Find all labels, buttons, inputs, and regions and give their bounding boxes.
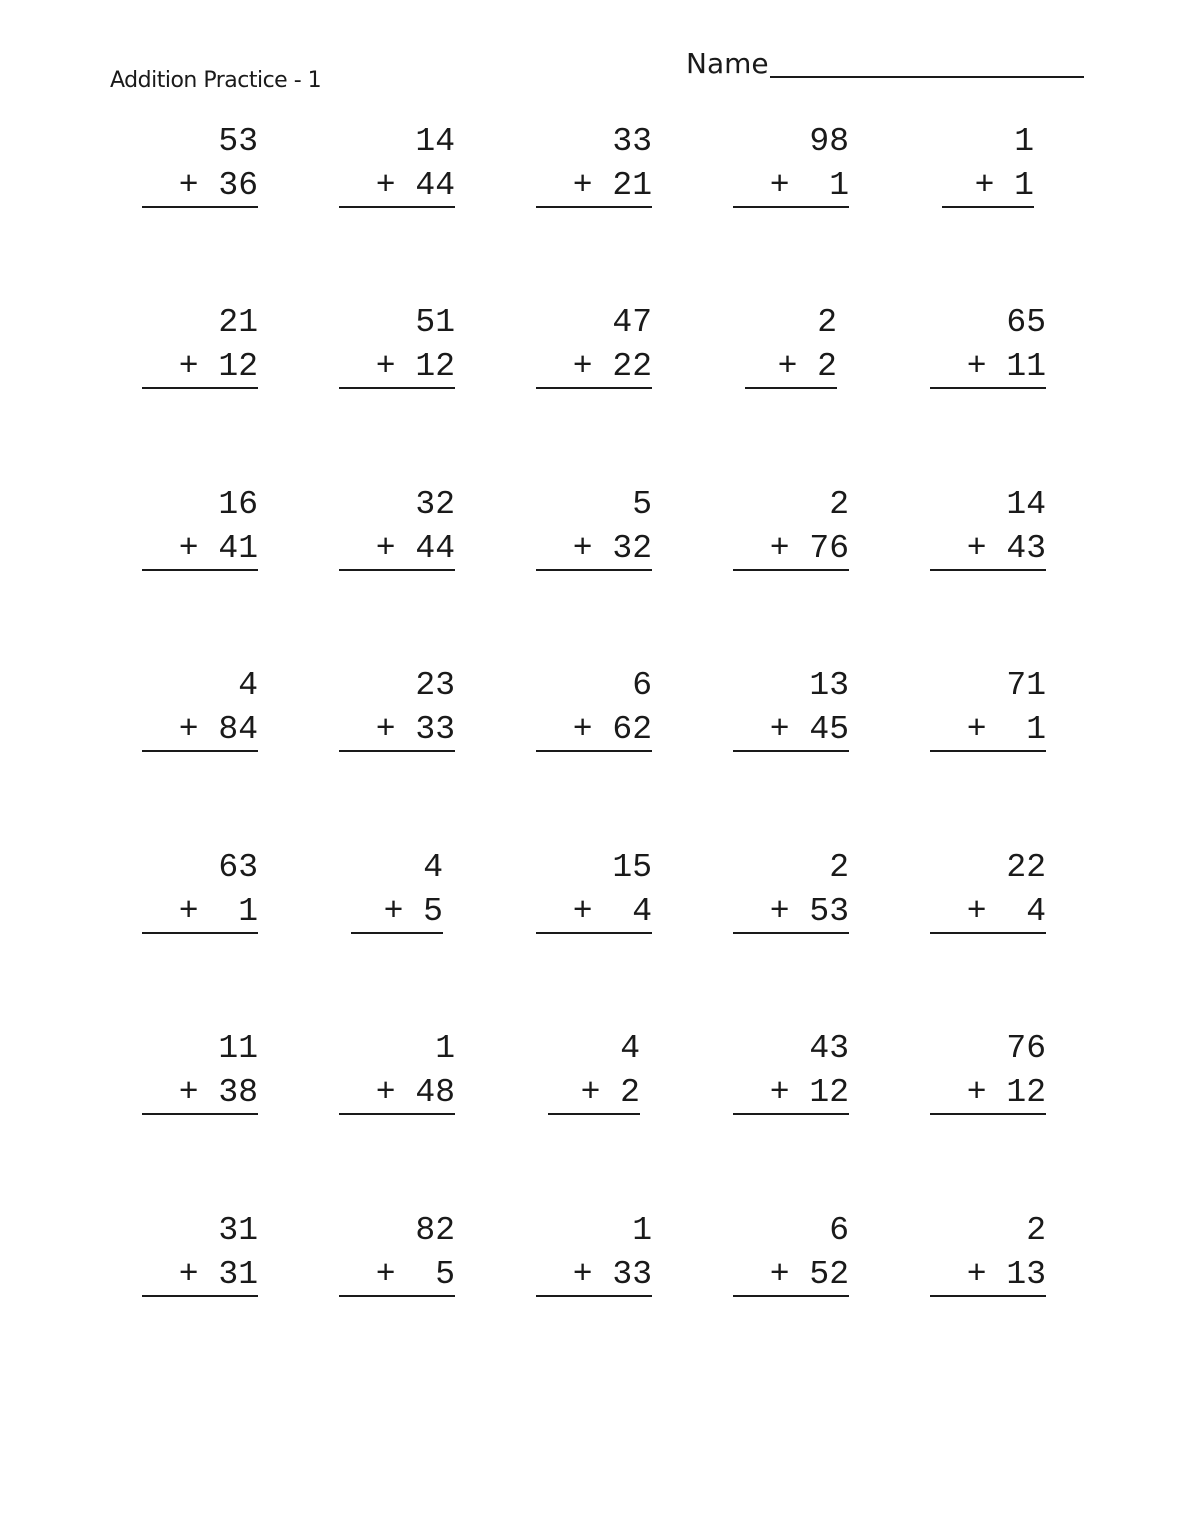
top-addend: 31 <box>218 1212 258 1249</box>
top-addend: 22 <box>1006 849 1046 886</box>
addition-problem <box>339 301 455 387</box>
top-addend: 15 <box>612 849 652 886</box>
answer-line <box>733 206 849 208</box>
top-addend: 43 <box>809 1030 849 1067</box>
bottom-addend: + 1 <box>769 167 849 204</box>
bottom-addend: + 52 <box>769 1256 849 1293</box>
bottom-addend: + 1 <box>974 167 1034 204</box>
answer-line <box>930 569 1046 571</box>
addition-problem <box>142 1027 258 1113</box>
answer-line <box>351 932 443 934</box>
bottom-addend: + 48 <box>375 1074 455 1111</box>
answer-line <box>942 206 1034 208</box>
top-addend: 16 <box>218 486 258 523</box>
bottom-addend: + 2 <box>580 1074 640 1111</box>
top-addend: 5 <box>632 486 652 523</box>
addition-problem <box>733 120 849 206</box>
bottom-addend: + 44 <box>375 530 455 567</box>
bottom-addend: + 1 <box>178 893 258 930</box>
top-addend: 2 <box>829 849 849 886</box>
top-addend: 2 <box>817 304 837 341</box>
top-addend: 4 <box>423 849 443 886</box>
bottom-addend: + 11 <box>966 348 1046 385</box>
addition-problem <box>339 1209 455 1295</box>
top-addend: 1 <box>632 1212 652 1249</box>
addition-problem <box>339 483 455 569</box>
answer-line <box>733 569 849 571</box>
addition-problem <box>930 1027 1046 1113</box>
name-field <box>686 44 1086 84</box>
addition-problem <box>930 1209 1046 1295</box>
bottom-addend: + 33 <box>572 1256 652 1293</box>
answer-line <box>930 387 1046 389</box>
answer-line <box>536 387 652 389</box>
top-addend: 6 <box>829 1212 849 1249</box>
bottom-addend: + 4 <box>572 893 652 930</box>
bottom-addend: + 1 <box>966 711 1046 748</box>
addition-problem <box>536 1209 652 1295</box>
answer-line <box>745 387 837 389</box>
answer-line <box>930 750 1046 752</box>
bottom-addend: + 22 <box>572 348 652 385</box>
bottom-addend: + 45 <box>769 711 849 748</box>
name-label: Name <box>686 47 769 80</box>
addition-problem <box>339 664 455 750</box>
addition-problem <box>930 846 1046 932</box>
bottom-addend: + 53 <box>769 893 849 930</box>
bottom-addend: + 43 <box>966 530 1046 567</box>
top-addend: 6 <box>632 667 652 704</box>
bottom-addend: + 36 <box>178 167 258 204</box>
answer-line <box>536 1295 652 1297</box>
answer-line <box>142 387 258 389</box>
answer-line <box>339 750 455 752</box>
addition-problem <box>142 846 258 932</box>
addition-problem <box>142 483 258 569</box>
answer-line <box>733 932 849 934</box>
answer-line <box>339 569 455 571</box>
top-addend: 4 <box>238 667 258 704</box>
bottom-addend: + 76 <box>769 530 849 567</box>
bottom-addend: + 44 <box>375 167 455 204</box>
answer-line <box>142 206 258 208</box>
bottom-addend: + 5 <box>383 893 443 930</box>
answer-line <box>142 932 258 934</box>
bottom-addend: + 5 <box>375 1256 455 1293</box>
addition-problem <box>339 1027 455 1113</box>
top-addend: 14 <box>415 123 455 160</box>
bottom-addend: + 38 <box>178 1074 258 1111</box>
addition-problem <box>733 1027 849 1113</box>
worksheet-title: Addition Practice - 1 <box>110 68 322 93</box>
answer-line <box>733 1113 849 1115</box>
addition-problem <box>142 664 258 750</box>
answer-line <box>142 750 258 752</box>
addition-problem <box>339 120 455 206</box>
answer-line <box>339 1113 455 1115</box>
answer-line <box>930 932 1046 934</box>
answer-line <box>733 750 849 752</box>
top-addend: 2 <box>1026 1212 1046 1249</box>
bottom-addend: + 21 <box>572 167 652 204</box>
top-addend: 63 <box>218 849 258 886</box>
addition-problem <box>142 1209 258 1295</box>
top-addend: 2 <box>829 486 849 523</box>
bottom-addend: + 32 <box>572 530 652 567</box>
addition-problem <box>536 301 652 387</box>
answer-line <box>339 1295 455 1297</box>
addition-problem <box>536 664 652 750</box>
top-addend: 53 <box>218 123 258 160</box>
answer-line <box>930 1113 1046 1115</box>
addition-problem <box>721 301 837 387</box>
bottom-addend: + 2 <box>777 348 837 385</box>
top-addend: 11 <box>218 1030 258 1067</box>
top-addend: 82 <box>415 1212 455 1249</box>
answer-line <box>536 750 652 752</box>
bottom-addend: + 12 <box>178 348 258 385</box>
addition-problem <box>142 120 258 206</box>
top-addend: 65 <box>1006 304 1046 341</box>
bottom-addend: + 4 <box>966 893 1046 930</box>
addition-problem <box>930 483 1046 569</box>
addition-problem <box>918 120 1034 206</box>
top-addend: 23 <box>415 667 455 704</box>
answer-line <box>142 1113 258 1115</box>
bottom-addend: + 62 <box>572 711 652 748</box>
top-addend: 14 <box>1006 486 1046 523</box>
addition-problem <box>536 846 652 932</box>
answer-line <box>548 1113 640 1115</box>
addition-problem <box>536 120 652 206</box>
top-addend: 47 <box>612 304 652 341</box>
answer-line <box>339 387 455 389</box>
bottom-addend: + 41 <box>178 530 258 567</box>
addition-problem <box>733 1209 849 1295</box>
name-line <box>770 76 1084 78</box>
addition-problem <box>536 483 652 569</box>
answer-line <box>142 1295 258 1297</box>
answer-line <box>142 569 258 571</box>
top-addend: 21 <box>218 304 258 341</box>
addition-problem <box>524 1027 640 1113</box>
answer-line <box>930 1295 1046 1297</box>
addition-problem <box>327 846 443 932</box>
addition-problem <box>930 664 1046 750</box>
answer-line <box>536 206 652 208</box>
top-addend: 1 <box>435 1030 455 1067</box>
answer-line <box>339 206 455 208</box>
top-addend: 98 <box>809 123 849 160</box>
top-addend: 13 <box>809 667 849 704</box>
answer-line <box>536 569 652 571</box>
top-addend: 33 <box>612 123 652 160</box>
bottom-addend: + 12 <box>966 1074 1046 1111</box>
answer-line <box>536 932 652 934</box>
bottom-addend: + 33 <box>375 711 455 748</box>
addition-problem <box>733 483 849 569</box>
bottom-addend: + 31 <box>178 1256 258 1293</box>
top-addend: 51 <box>415 304 455 341</box>
addition-problem <box>930 301 1046 387</box>
top-addend: 76 <box>1006 1030 1046 1067</box>
top-addend: 4 <box>620 1030 640 1067</box>
bottom-addend: + 12 <box>769 1074 849 1111</box>
bottom-addend: + 12 <box>375 348 455 385</box>
addition-problem <box>733 846 849 932</box>
top-addend: 1 <box>1014 123 1034 160</box>
top-addend: 71 <box>1006 667 1046 704</box>
top-addend: 32 <box>415 486 455 523</box>
addition-problem <box>733 664 849 750</box>
bottom-addend: + 13 <box>966 1256 1046 1293</box>
addition-problem <box>142 301 258 387</box>
bottom-addend: + 84 <box>178 711 258 748</box>
answer-line <box>733 1295 849 1297</box>
